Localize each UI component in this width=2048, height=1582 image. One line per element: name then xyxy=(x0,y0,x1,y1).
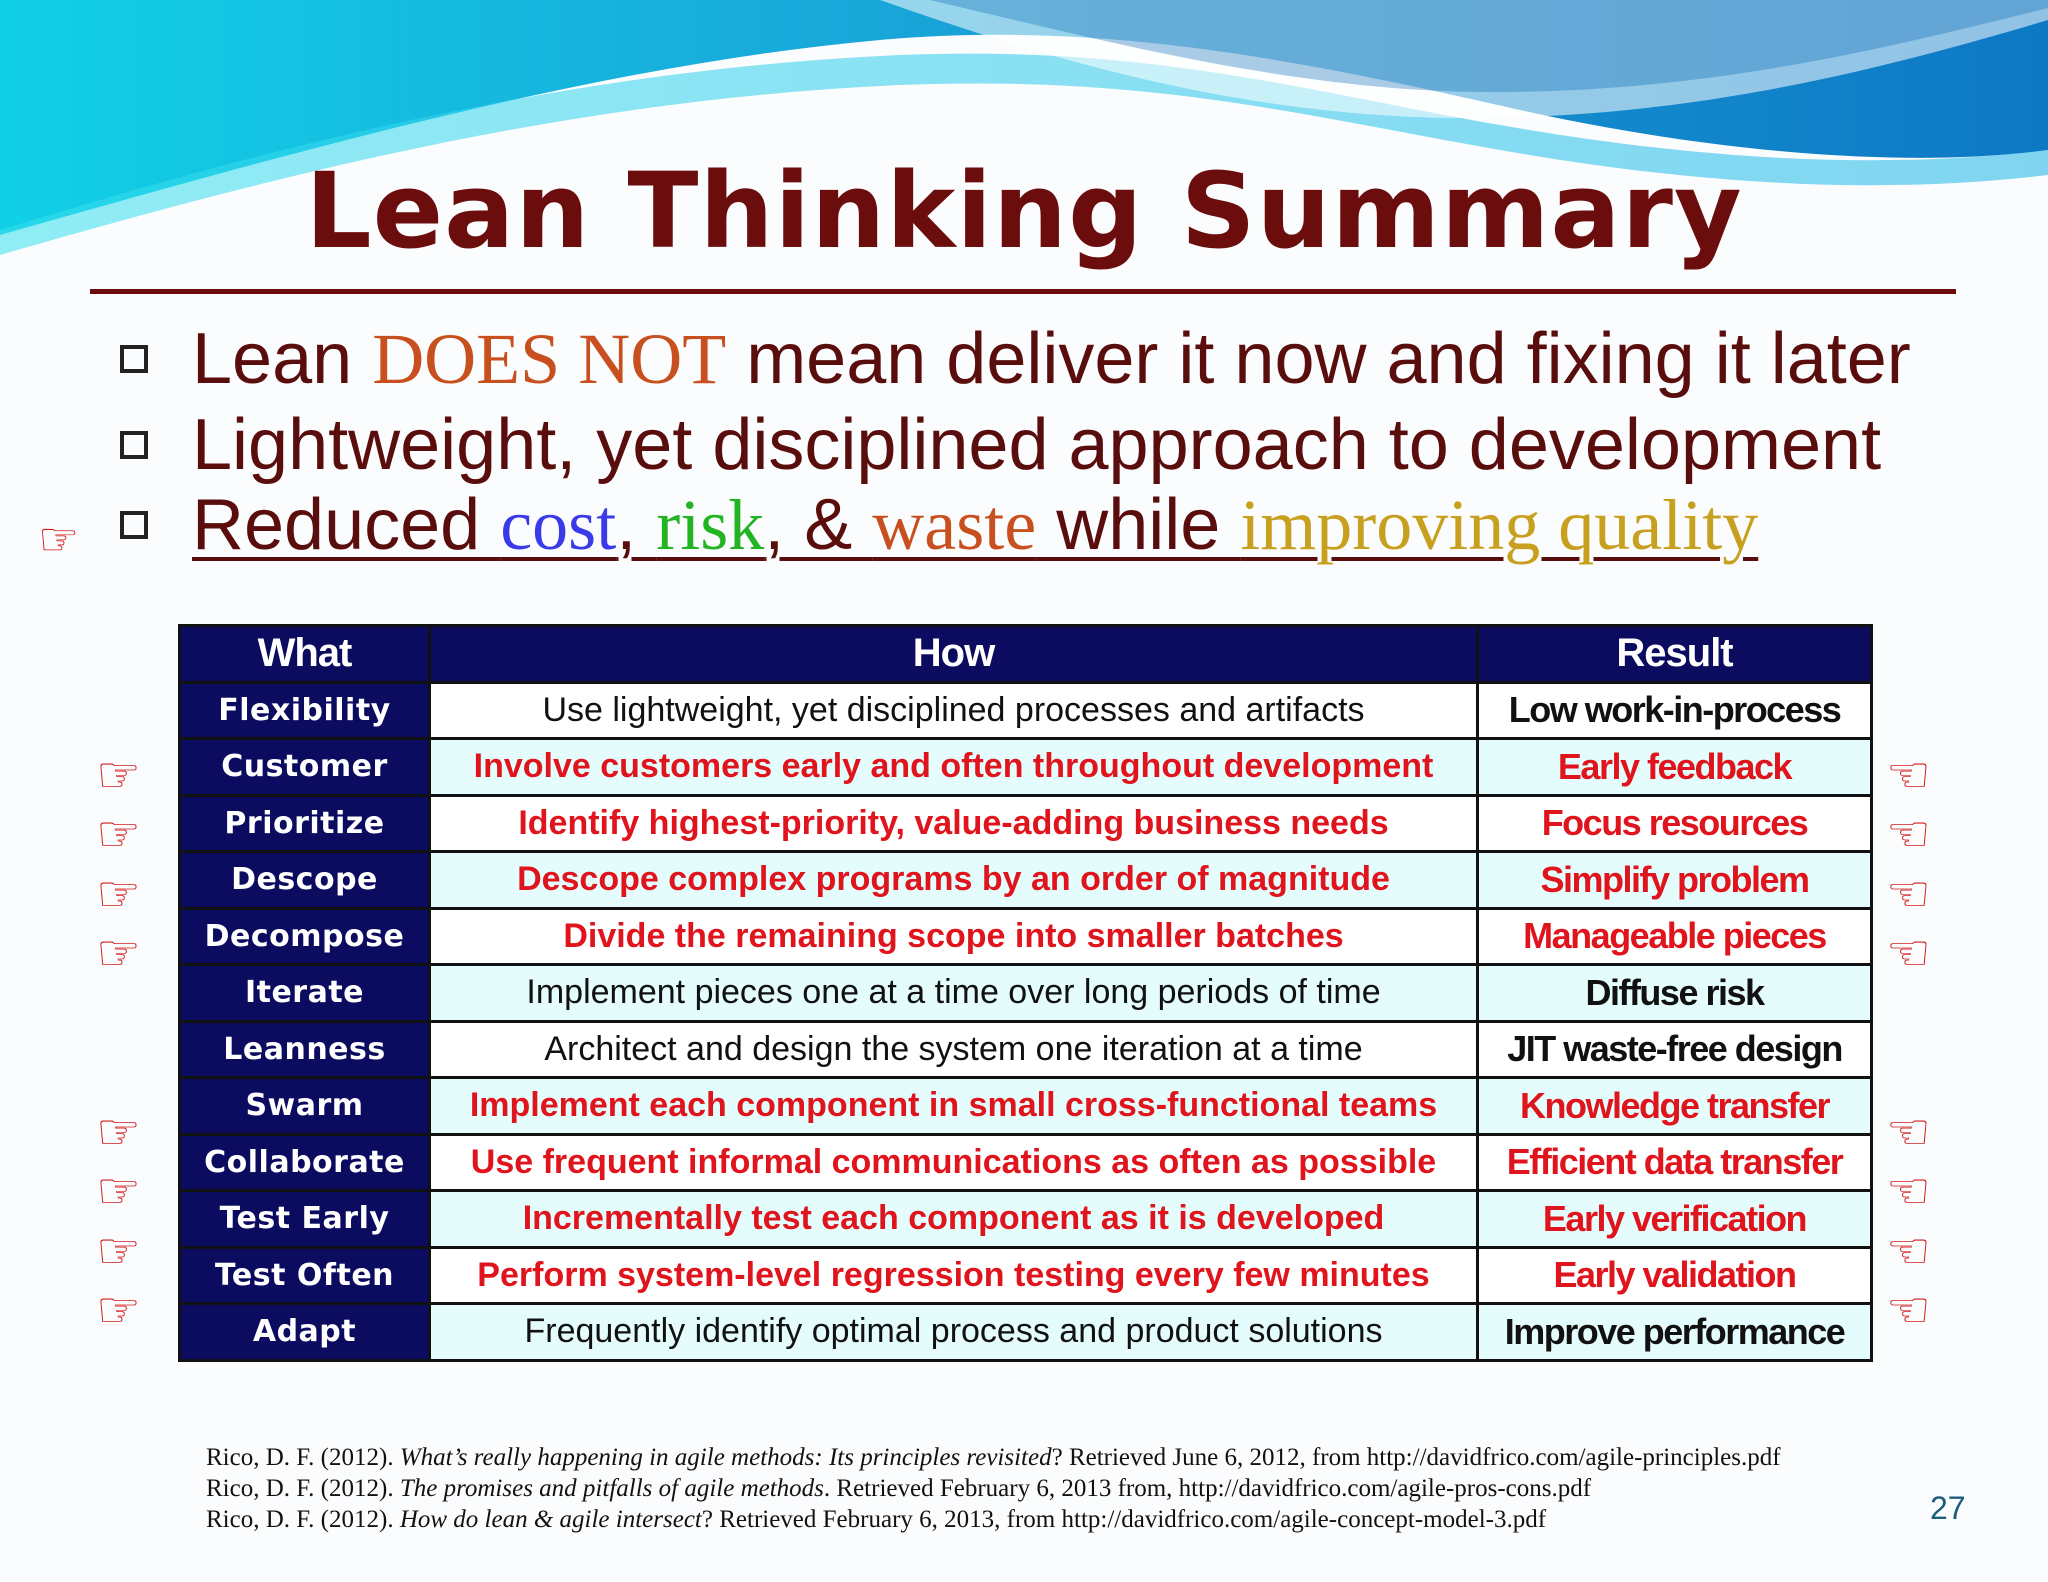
bullet-text: mean deliver it now and fixing it later xyxy=(726,319,1911,399)
table-row xyxy=(180,739,1872,796)
bullet-text: Reduced xyxy=(192,485,501,565)
how-cell: Perform system-level regression testing every few minutes xyxy=(430,1247,1478,1304)
what-cell: Leanness xyxy=(180,1021,430,1078)
bullet-text: Lightweight, yet disciplined approach to development xyxy=(192,405,1882,485)
checkbox-bullet-icon xyxy=(120,345,148,373)
result-cell: Early verification xyxy=(1478,1191,1872,1248)
how-cell: Involve customers early and often throughout development xyxy=(430,739,1478,796)
table-row xyxy=(180,795,1872,852)
bullet-emphasis-does-not: DOES NOT xyxy=(372,319,727,399)
table-row xyxy=(180,1134,1872,1191)
result-cell: JIT waste-free design xyxy=(1478,1021,1872,1078)
bullet-word-waste: waste xyxy=(872,485,1037,565)
table-row xyxy=(180,682,1872,739)
what-cell: Collaborate xyxy=(180,1134,430,1191)
bullet-lean-does-not xyxy=(120,318,1911,398)
what-cell: Iterate xyxy=(180,965,430,1022)
pointing-hand-icon: ☞ xyxy=(96,1162,141,1220)
table-row xyxy=(180,852,1872,909)
bullet-text: while xyxy=(1036,485,1241,565)
pointing-hand-icon: ☞ xyxy=(96,1221,141,1280)
column-header-what: What xyxy=(180,626,430,683)
table-row xyxy=(180,1191,1872,1248)
how-cell: Use frequent informal communications as often as possible xyxy=(430,1134,1478,1191)
table-row xyxy=(180,1021,1872,1078)
table-row xyxy=(180,965,1872,1022)
what-cell: Decompose xyxy=(180,908,430,965)
checkbox-bullet-icon xyxy=(120,431,148,459)
how-cell: Identify highest-priority, value-adding business needs xyxy=(430,795,1478,852)
pointing-hand-icon: ☞ xyxy=(1886,1281,1931,1339)
pointing-hand-icon: ☞ xyxy=(38,512,80,566)
result-cell: Manageable pieces xyxy=(1478,908,1872,965)
pointing-hand-icon: ☞ xyxy=(1886,1162,1931,1220)
slide-title: Lean Thinking Summary xyxy=(305,150,1743,272)
pointing-hand-icon: ☞ xyxy=(96,924,141,982)
bullet-text: , xyxy=(616,485,657,565)
what-cell: Customer xyxy=(180,739,430,796)
what-cell: Test Often xyxy=(180,1247,430,1304)
table-header-row xyxy=(180,626,1872,683)
what-cell: Adapt xyxy=(180,1304,430,1361)
how-cell: Implement pieces one at a time over long periods of time xyxy=(430,965,1478,1022)
pointing-hand-icon: ☞ xyxy=(1886,864,1931,923)
what-cell: Test Early xyxy=(180,1191,430,1248)
bullet-text: Lean xyxy=(192,319,373,399)
column-header-how: How xyxy=(430,626,1478,683)
bullet-word-risk: risk xyxy=(656,485,765,565)
result-cell: Diffuse risk xyxy=(1478,965,1872,1022)
pointing-hand-icon: ☞ xyxy=(1886,1102,1931,1161)
result-cell: Early feedback xyxy=(1478,739,1872,796)
what-cell: Prioritize xyxy=(180,795,430,852)
how-cell: Implement each component in small cross-functional teams xyxy=(430,1078,1478,1135)
bullet-reduced-cost xyxy=(120,484,1758,564)
result-cell: Improve performance xyxy=(1478,1304,1872,1361)
title-divider xyxy=(90,289,1956,294)
reference-item: Rico, D. F. (2012). What’s really happening in agile methods: Its principles revisited? Retrieved June 6, 2012, from http://davidfrico.com/agile-principles.pdf xyxy=(206,1444,1781,1471)
pointing-hand-icon: ☞ xyxy=(1886,805,1931,863)
pointing-hand-icon: ☞ xyxy=(1886,924,1931,982)
pointing-hand-icon: ☞ xyxy=(96,864,141,923)
bullet-text: , & xyxy=(764,485,873,565)
reference-item: Rico, D. F. (2012). The promises and pitfalls of agile methods. Retrieved February 6, 2013 from, http://davidfrico.com/agile-pros-cons.pdf xyxy=(206,1475,1592,1502)
pointing-hand-icon: ☞ xyxy=(1886,1221,1931,1280)
what-cell: Swarm xyxy=(180,1078,430,1135)
pointing-hand-icon: ☞ xyxy=(96,805,141,863)
result-cell: Low work-in-process xyxy=(1478,682,1872,739)
result-cell: Early validation xyxy=(1478,1247,1872,1304)
column-header-result: Result xyxy=(1478,626,1872,683)
page-number: 27 xyxy=(1930,1490,1966,1526)
result-cell: Knowledge transfer xyxy=(1478,1078,1872,1135)
pointing-hand-icon: ☞ xyxy=(96,1281,141,1339)
references xyxy=(206,1442,1906,1535)
bullet-word-improving-quality: improving quality xyxy=(1240,485,1759,565)
how-cell: Incrementally test each component as it is developed xyxy=(430,1191,1478,1248)
how-cell: Architect and design the system one iteration at a time xyxy=(430,1021,1478,1078)
what-cell: Descope xyxy=(180,852,430,909)
table-row xyxy=(180,908,1872,965)
lean-summary-table xyxy=(178,624,1873,1362)
result-cell: Simplify problem xyxy=(1478,852,1872,909)
table-row xyxy=(180,1247,1872,1304)
pointing-hand-icon: ☞ xyxy=(1886,745,1931,804)
pointing-hand-icon: ☞ xyxy=(96,745,141,804)
what-cell: Flexibility xyxy=(180,682,430,739)
result-cell: Efficient data transfer xyxy=(1478,1134,1872,1191)
table-row xyxy=(180,1078,1872,1135)
how-cell: Use lightweight, yet disciplined processes and artifacts xyxy=(430,682,1478,739)
reference-item: Rico, D. F. (2012). How do lean & agile intersect? Retrieved February 6, 2013, from http://davidfrico.com/agile-concept-model-3.pdf xyxy=(206,1506,1547,1533)
bullet-word-cost: cost xyxy=(500,485,617,565)
pointing-hand-icon: ☞ xyxy=(96,1102,141,1161)
result-cell: Focus resources xyxy=(1478,795,1872,852)
how-cell: Frequently identify optimal process and product solutions xyxy=(430,1304,1478,1361)
bullet-lightweight xyxy=(120,404,1881,484)
how-cell: Divide the remaining scope into smaller batches xyxy=(430,908,1478,965)
how-cell: Descope complex programs by an order of magnitude xyxy=(430,852,1478,909)
table-row xyxy=(180,1304,1872,1361)
checkbox-bullet-icon xyxy=(120,511,148,539)
